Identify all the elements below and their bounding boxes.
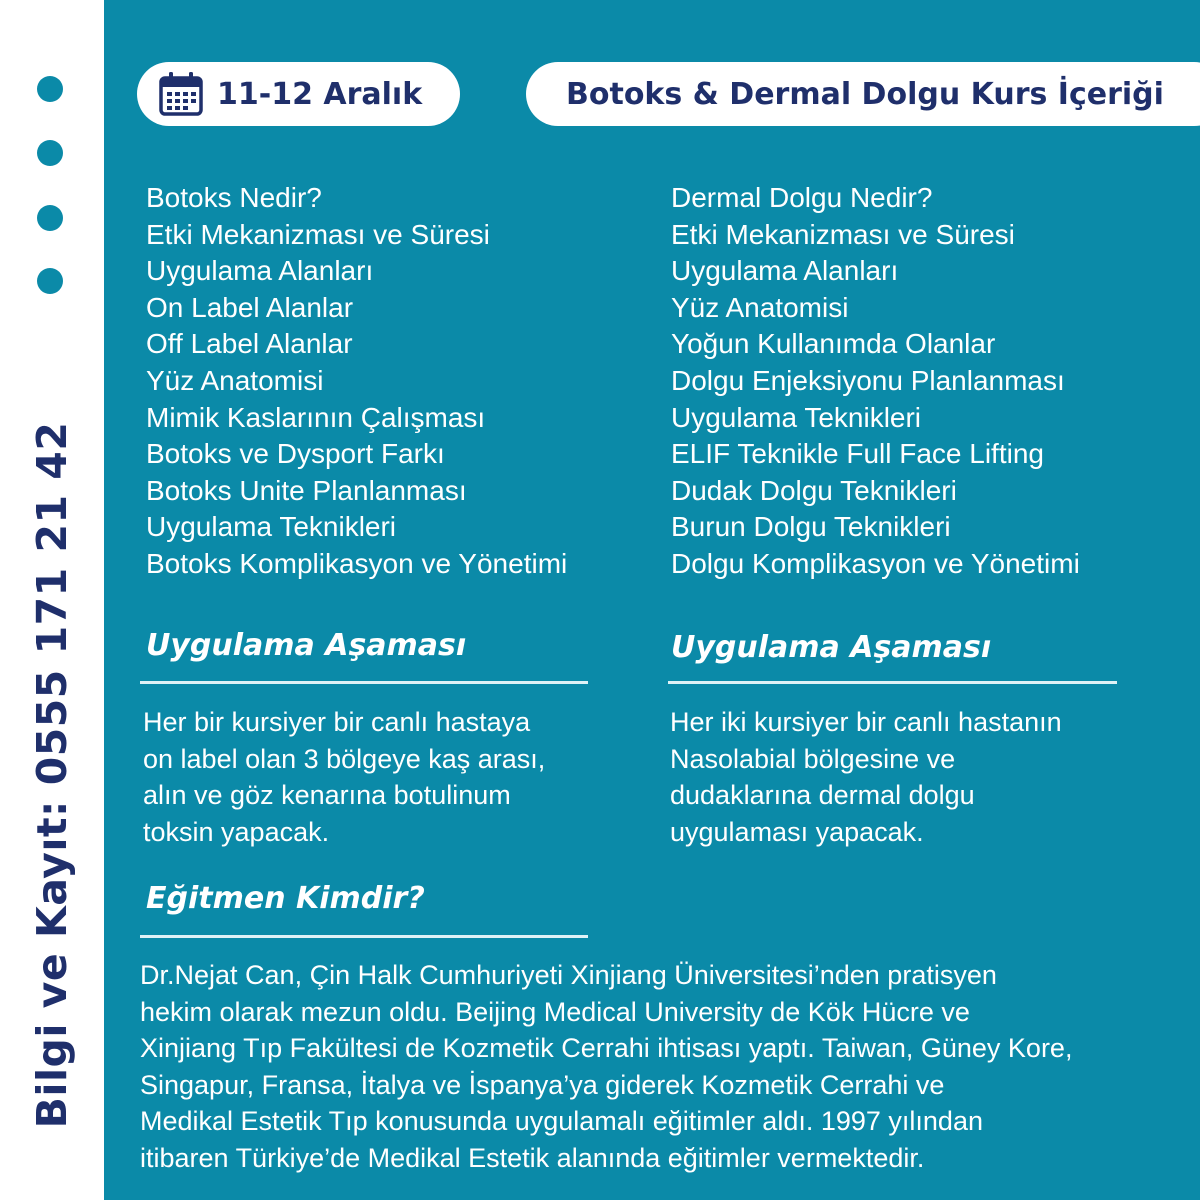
- text-line: itibaren Türkiye’de Medikal Estetik alanında eğitimler vermektedir.: [140, 1142, 925, 1173]
- decor-dot: [37, 268, 63, 294]
- list-item: On Label Alanlar: [146, 291, 354, 323]
- list-item: Yüz Anatomisi: [671, 291, 849, 323]
- list-item: Yoğun Kullanımda Olanlar: [671, 328, 996, 360]
- text-line: Singapur, Fransa, İtalya ve İspanya’ya giderek Kozmetik Cerrahi ve: [140, 1069, 945, 1100]
- text-line: Dr.Nejat Can, Çin Halk Cumhuriyeti Xinjiang Üniversitesi’nden pratisyen: [140, 960, 997, 990]
- filler-topic-list: [671, 180, 1080, 583]
- decor-dot: [37, 205, 63, 231]
- list-item: Dolgu Enjeksiyonu Planlanması: [671, 364, 1065, 396]
- practice-heading-filler: Uygulama Aşaması: [671, 630, 992, 665]
- text-line: hekim olarak mezun oldu. Beijing Medical University de Kök Hücre ve: [140, 996, 970, 1027]
- divider: [140, 935, 588, 938]
- practice-text-botox: [143, 704, 545, 850]
- text-line: on label olan 3 bölgeye kaş arası,: [143, 743, 546, 774]
- list-item: Etki Mekanizması ve Süresi: [671, 218, 1015, 250]
- list-item: Mimik Kaslarının Çalışması: [146, 401, 486, 433]
- list-item: Off Label Alanlar: [146, 328, 353, 360]
- text-line: toksin yapacak.: [143, 816, 330, 847]
- divider: [140, 681, 588, 684]
- list-item: Burun Dolgu Teknikleri: [671, 511, 951, 543]
- list-item: Botoks Nedir?: [146, 182, 322, 213]
- text-line: alın ve göz kenarına botulinum: [143, 780, 511, 810]
- practice-heading-botox: Uygulama Aşaması: [146, 628, 467, 663]
- list-item: Yüz Anatomisi: [146, 364, 324, 396]
- trainer-bio: [140, 957, 1140, 1176]
- text-line: Her iki kursiyer bir canlı hastanın: [670, 707, 1062, 737]
- page-title: Botoks & Dermal Dolgu Kurs İçeriği: [566, 76, 1164, 112]
- trainer-heading: Eğitmen Kimdir?: [146, 881, 425, 916]
- list-item: Botoks Unite Planlanması: [146, 474, 467, 506]
- list-item: Botoks Komplikasyon ve Yönetimi: [146, 547, 568, 579]
- title-badge: [526, 62, 1200, 126]
- list-item: Uygulama Teknikleri: [146, 511, 397, 543]
- list-item: Uygulama Teknikleri: [671, 401, 922, 433]
- text-line: uygulaması yapacak.: [670, 816, 924, 847]
- list-item: Uygulama Alanları: [146, 255, 374, 287]
- text-line: dudaklarına dermal dolgu: [670, 780, 975, 810]
- list-item: Etki Mekanizması ve Süresi: [146, 218, 490, 250]
- date-label: 11-12 Aralık: [217, 76, 423, 112]
- text-line: Her bir kursiyer bir canlı hastaya: [143, 707, 531, 737]
- calendar-icon: [157, 70, 205, 118]
- decor-dot: [37, 76, 63, 102]
- sidebar: [0, 0, 104, 1200]
- date-badge: [137, 62, 460, 126]
- list-item: Uygulama Alanları: [671, 255, 899, 287]
- text-line: Nasolabial bölgesine ve: [670, 743, 956, 774]
- list-item: Dermal Dolgu Nedir?: [671, 182, 933, 213]
- list-item: Botoks ve Dysport Farkı: [146, 438, 445, 470]
- list-item: Dudak Dolgu Teknikleri: [671, 474, 957, 506]
- decor-dot: [37, 140, 63, 166]
- list-item: ELIF Teknikle Full Face Lifting: [671, 438, 1044, 470]
- divider: [668, 681, 1117, 684]
- list-item: Dolgu Komplikasyon ve Yönetimi: [671, 547, 1080, 579]
- contact-phone[interactable]: Bilgi ve Kayıt: 0555 171 21 42: [28, 421, 76, 1129]
- practice-text-filler: [670, 704, 1062, 850]
- text-line: Medikal Estetik Tıp konusunda uygulamalı eğitimler aldı. 1997 yılından: [140, 1106, 983, 1136]
- text-line: Xinjiang Tıp Fakültesi de Kozmetik Cerrahi ihtisası yaptı. Taiwan, Güney Kore,: [140, 1033, 1073, 1063]
- botox-topic-list: [146, 180, 567, 583]
